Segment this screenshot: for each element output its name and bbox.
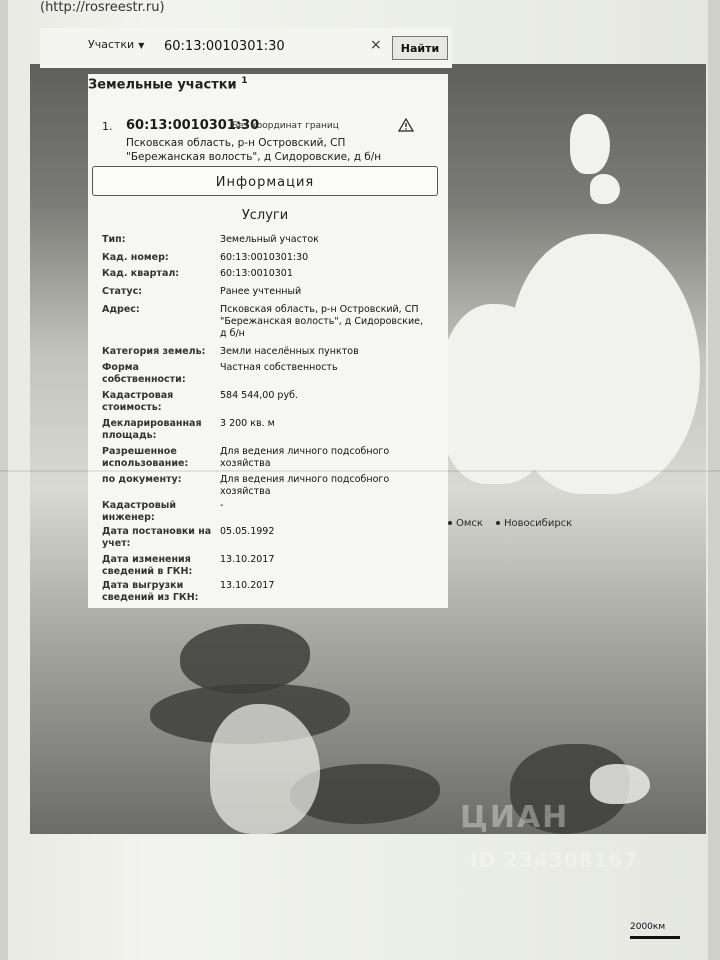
- map-island: [570, 114, 610, 174]
- city-label: Новосибирск: [504, 518, 573, 529]
- info-label: Форма собственности:: [102, 362, 186, 385]
- info-label: Адрес:: [102, 304, 140, 315]
- results-panel: [88, 74, 448, 608]
- search-bar: [40, 28, 452, 68]
- info-value: 13.10.2017: [220, 554, 275, 565]
- info-label: Дата выгрузки сведений из ГКН:: [102, 580, 199, 603]
- city-dot-icon: [448, 521, 452, 525]
- info-label: Дата изменения сведений в ГКН:: [102, 554, 193, 577]
- result-cadastral-number[interactable]: 60:13:0010301:30: [126, 118, 260, 133]
- map-scale-bar: [630, 936, 680, 939]
- info-value: -: [220, 500, 224, 511]
- info-value: 05.05.1992: [220, 526, 275, 537]
- info-value: 3 200 кв. м: [220, 418, 275, 429]
- info-value: 13.10.2017: [220, 580, 275, 591]
- result-address: Псковская область, р-н Островский, СП "Бережанская волость", д Сидоровские, д б/н: [126, 137, 382, 163]
- info-label: Кадастровая стоимость:: [102, 390, 174, 413]
- info-value: Земли населённых пунктов: [220, 346, 359, 357]
- watermark-id: ID 234308167: [470, 848, 639, 872]
- info-value: Псковская область, р-н Островский, СП "Бережанская волость", д Сидоровские, д б/н: [220, 304, 423, 339]
- clear-icon[interactable]: ×: [370, 37, 382, 53]
- map-land-area: [210, 704, 320, 834]
- warning-icon[interactable]: [398, 118, 414, 132]
- info-label: по документу:: [102, 474, 182, 485]
- category-dropdown[interactable]: [88, 38, 144, 51]
- category-label: Участки: [88, 38, 135, 51]
- caret-down-icon: ▼: [138, 41, 145, 50]
- info-label: Кадастровый инженер:: [102, 500, 176, 523]
- info-value: Для ведения личного подсобного хозяйства: [220, 474, 390, 497]
- info-value: Ранее учтенный: [220, 286, 302, 297]
- info-value: Земельный участок: [220, 234, 319, 245]
- watermark-logo: ЦИАН: [460, 800, 570, 835]
- info-value: 60:13:0010301:30: [220, 252, 309, 263]
- info-label: Кад. номер:: [102, 252, 169, 263]
- city-novosibirsk[interactable]: [496, 518, 572, 529]
- info-label: Категория земель:: [102, 346, 206, 357]
- map-island: [590, 174, 620, 204]
- map-land-area: [590, 764, 650, 804]
- tab-services[interactable]: Услуги: [92, 202, 438, 228]
- info-label: Декларированная площадь:: [102, 418, 202, 441]
- results-title: [88, 76, 247, 92]
- city-label: Омск: [456, 518, 483, 529]
- info-label: Разрешенное использование:: [102, 446, 189, 469]
- info-value: Для ведения личного подсобного хозяйства: [220, 446, 390, 469]
- results-title-text: Земельные участки: [88, 77, 237, 93]
- info-label: Статус:: [102, 286, 143, 297]
- info-value: 60:13:0010301: [220, 268, 293, 279]
- info-value: 584 544,00 руб.: [220, 390, 298, 401]
- city-omsk[interactable]: [448, 518, 483, 529]
- info-value: Частная собственность: [220, 362, 338, 373]
- tab-info[interactable]: Информация: [92, 166, 438, 196]
- browser-url: (http://rosreestr.ru): [40, 0, 165, 15]
- info-label: Кад. квартал:: [102, 268, 180, 279]
- map-scale-label: 2000км: [630, 922, 666, 932]
- results-footnote: 1: [241, 76, 248, 86]
- city-dot-icon: [496, 521, 500, 525]
- info-label: Тип:: [102, 234, 126, 245]
- paper-fold: [0, 470, 720, 472]
- result-index: 1.: [102, 120, 113, 133]
- info-label: Дата постановки на учет:: [102, 526, 212, 549]
- find-button[interactable]: Найти: [392, 36, 448, 60]
- result-no-coordinates-flag: Без координат границ: [232, 121, 339, 131]
- search-input[interactable]: [158, 36, 390, 56]
